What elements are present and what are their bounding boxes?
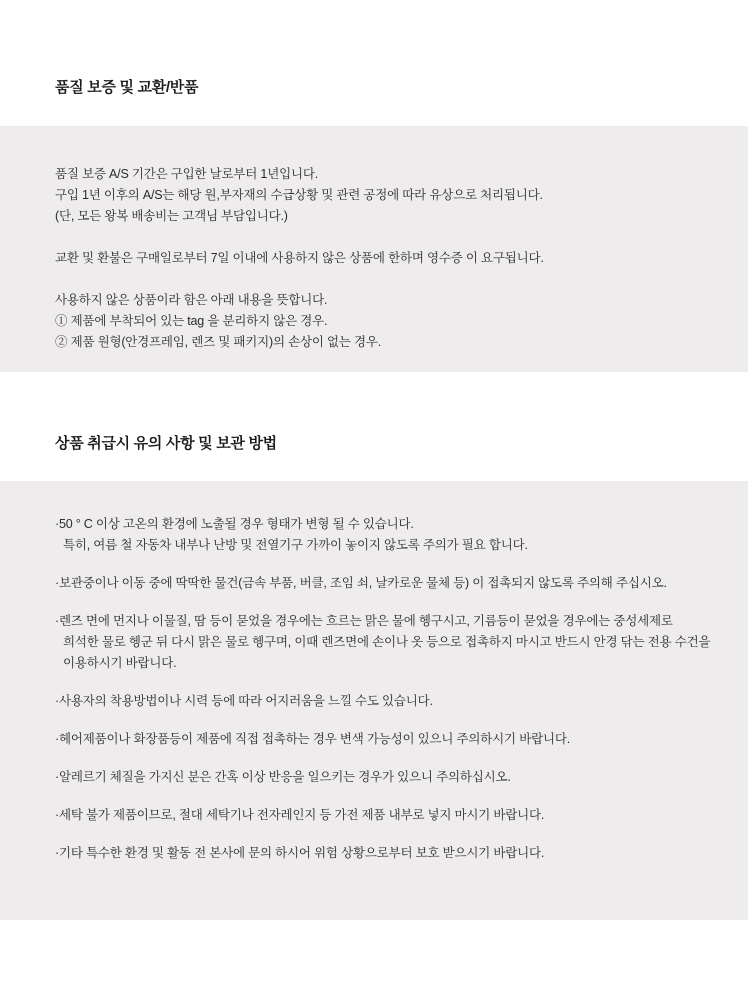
- spacer: [55, 269, 718, 290]
- warranty-line: ② 제품 원형(안경프레임, 렌즈 및 패키지)의 손상이 없는 경우.: [55, 335, 382, 349]
- care-item: [55, 514, 718, 556]
- care-item: [55, 611, 718, 674]
- care-item: [55, 767, 718, 788]
- warranty-line: 교환 및 환불은 구매일로부터 7일 이내에 사용하지 않은 상품에 한하며 영수증 이 요구됩니다.: [55, 251, 544, 265]
- warranty-line: (단, 모든 왕복 배송비는 고객님 부담입니다.): [55, 209, 288, 223]
- care-item-main: ·사용자의 착용방법이나 시력 등에 따라 어지러움을 느낄 수도 있습니다.: [55, 694, 433, 708]
- care-item-main: ·렌즈 면에 먼지나 이물질, 땀 등이 묻었을 경우에는 흐르는 맑은 물에 헹구시고, 기름등이 묻었을 경우에는 중성세제로: [55, 614, 673, 628]
- warranty-line: 사용하지 않은 상품이라 함은 아래 내용을 뜻합니다.: [55, 293, 328, 307]
- spacer: [55, 227, 718, 248]
- care-text-block: [55, 514, 718, 864]
- warranty-section-title: 품질 보증 및 교환/반품: [55, 79, 199, 96]
- care-panel: [0, 481, 748, 920]
- care-section-title: 상품 취급시 유의 사항 및 보관 방법: [55, 435, 277, 452]
- care-item: [55, 805, 718, 826]
- warranty-line: ① 제품에 부착되어 있는 tag 을 분리하지 않은 경우.: [55, 314, 328, 328]
- care-item-main: ·세탁 불가 제품이므로, 절대 세탁기나 전자레인지 등 가전 제품 내부로 넣지 마시기 바랍니다.: [55, 808, 545, 822]
- warranty-line: 품질 보증 A/S 기간은 구입한 날로부터 1년입니다.: [55, 167, 318, 181]
- care-item-sub: 특히, 여름 철 자동차 내부나 난방 및 전열기구 가까이 놓이지 않도록 주의가 필요 합니다.: [63, 538, 528, 552]
- care-item-main: ·보관중이나 이동 중에 딱딱한 물건(금속 부품, 버클, 조임 쇠, 날카로운 물체 등) 이 접촉되지 않도록 주의해 주십시오.: [55, 576, 667, 590]
- care-item-main: ·알레르기 체질을 가지신 분은 간혹 이상 반응을 일으키는 경우가 있으니 주의하십시오.: [55, 770, 511, 784]
- warranty-panel: [0, 126, 748, 372]
- care-item-sub: 이용하시기 바랍니다.: [63, 656, 177, 670]
- care-item: [55, 573, 718, 594]
- warranty-text-block: [55, 164, 718, 353]
- care-item-main: ·기타 특수한 환경 및 활동 전 본사에 문의 하시어 위험 상황으로부터 보호 받으시기 바랍니다.: [55, 846, 545, 860]
- care-item: [55, 729, 718, 750]
- care-item: [55, 843, 718, 864]
- warranty-line: 구입 1년 이후의 A/S는 해당 원,부자재의 수급상황 및 관련 공정에 따라 유상으로 처리됩니다.: [55, 188, 543, 202]
- care-item-main: ·헤어제품이나 화장품등이 제품에 직접 접촉하는 경우 변색 가능성이 있으니 주의하시기 바랍니다.: [55, 732, 570, 746]
- care-item-sub: 희석한 물로 헹군 뒤 다시 맑은 물로 헹구며, 이때 렌즈면에 손이나 옷 등으로 접촉하지 마시고 반드시 안경 닦는 전용 수건을: [63, 635, 711, 649]
- care-item: [55, 691, 718, 712]
- care-item-main: ·50 ° C 이상 고온의 환경에 노출될 경우 형태가 변형 될 수 있습니다.: [55, 517, 414, 531]
